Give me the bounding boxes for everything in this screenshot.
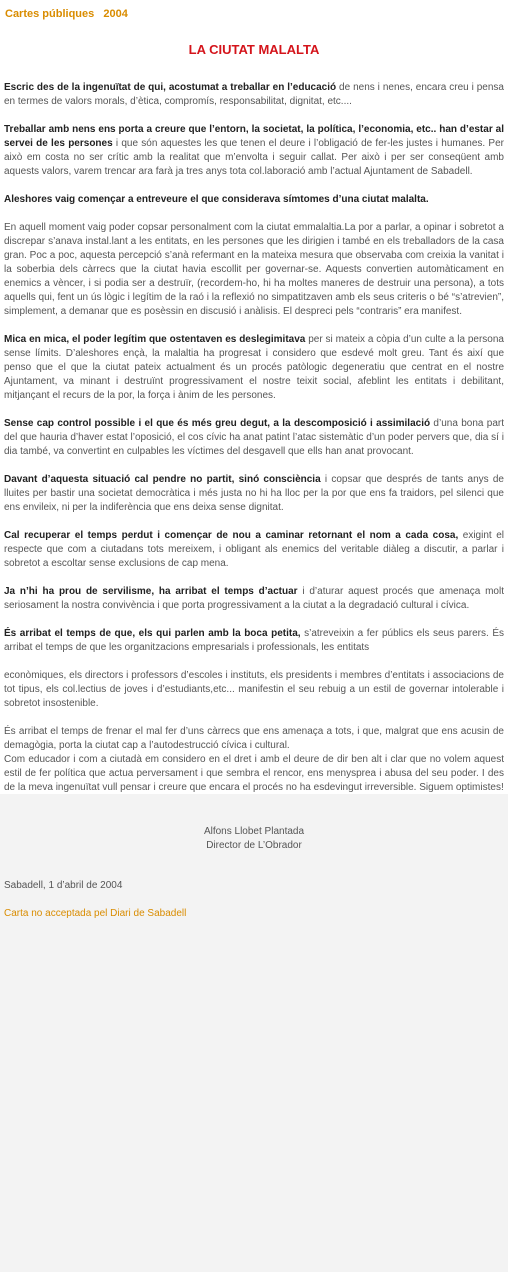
section-header (5, 7, 504, 21)
signature-name: Alfons Llobet Plantada (203, 826, 305, 837)
paragraph-9-lead: Ja n’hi ha prou de servilisme, ha arribat el temps d’actuar (4, 586, 298, 597)
paragraph-5-lead: Mica en mica, el poder legítim que ostentaven es deslegimitava (4, 334, 306, 345)
article-title: LA CIUTAT MALALTA (188, 42, 320, 57)
paragraph-3 (4, 193, 504, 207)
paragraph-7 (4, 473, 504, 515)
signature (4, 825, 504, 853)
paragraph-12-text: És arribat el temps de frenar el mal fer d’uns càrrecs que ens amenaça a tots, i que, malgrat que ens acusin de demagògia, porta la ciutat cap a l’autodestrucció cívica i cultural. (4, 726, 504, 751)
paragraph-10-text: s’atreveixin a fer públics els seus parers. És arribat el temps de que les organitzacions empresarials i professionals, les entitats (4, 628, 505, 653)
paragraph-1-lead: Escric des de la ingenuïtat de qui, acostumat a treballar en l’educació (4, 82, 337, 93)
paragraph-7-text: i copsar que després de tants anys de lluites per bastir una societat democràtica i més justa no hi ha lloc per la por que ens fa traidors, pel silenci que ens envileix, ni per la indiferència que ens deixa sense dignitat. (4, 474, 504, 513)
paragraph-7-lead: Davant d’aquesta situació cal pendre no partit, sinó consciència (4, 474, 321, 485)
section-name: Cartes públiques (5, 8, 95, 20)
paragraph-12 (4, 725, 504, 753)
article (0, 7, 508, 921)
paragraph-5-text: per si mateix a còpia d’un culte a la persona sense límits. D’aleshores ençà, la malaltia ha progresat i considero que esdevé molt greu. Tant és així que penso que el que la ciutat pateix actualment és un procés patòlogic degeneratiu que centrat en el nostre Ajuntament, va minant i destruïnt progressivament el nostre teixit social, afeblint les entitats i debilitant, mitjançant el recurs de la por, la força i ànim de les persones. (4, 334, 504, 401)
paragraph-8-text: exigint el respecte que com a ciutadans tots mereixem, i obligant als enemics del veritable diàleg a discutir, a parlar i sobretot a escoltar sense exclusions de cap mena. (4, 530, 504, 569)
paragraph-10 (4, 627, 504, 655)
section-year: 2004 (103, 8, 128, 20)
paragraph-6 (4, 417, 504, 459)
paragraph-9-text: i d’aturar aquest procés que amenaça molt seriosament la nostra convivència i que porta progressivament a la ciutat a la degradació cultural i cívica. (4, 586, 504, 611)
paragraph-2-lead: Treballar amb nens ens porta a creure que l’entorn, la societat, la política, l’economia, etc.. han d’estar al servei de les persones (4, 124, 504, 149)
publication-note: Carta no acceptada pel Diari de Sabadell (4, 908, 187, 919)
paragraph-2 (4, 123, 504, 179)
signature-role: Director de L’Obrador (206, 840, 302, 851)
paragraph-11 (4, 669, 504, 711)
paragraph-1 (4, 81, 504, 109)
paragraph-13-text: Com educador i com a ciutadà em considero en el dret i amb el deure de dir ben alt i clar que no volem aquest estil de fer política que actua perversament i que sembra el rencor, ens menysprea i abusa del seu poder. I des de la meva ingenuïtat vull pensar i creure que encara el procés no ha esdevingut irreversible. Siguem optimistes! (4, 754, 504, 793)
paragraph-11-text: econòmiques, els directors i professors d’escoles i instituts, els presidents i membres d’entitats i associacions de tot tipus, els col.lectius de joves i d’estudiants,etc... manifestin el seu rebuig a un estil de governar intolerable i sobretot insostenible. (4, 670, 504, 709)
paragraph-8 (4, 529, 504, 571)
place-date: Sabadell, 1 d’abril de 2004 (4, 880, 123, 891)
paragraph-9 (4, 585, 504, 613)
paragraph-8-lead: Cal recuperar el temps perdut i començar de nou a caminar retornant el nom a cada cosa, (4, 530, 459, 541)
paragraph-5 (4, 333, 504, 403)
paragraph-2-text: i que són aquestes les que tenen el deure i l’obligació de fer-les justes i humanes. Per això em costa no ser crític amb la realitat que m’envolta i seguir callat. Per això i per ser conseqüent amb aquests valors, varem trencar ara farà ja tres anys tota col.laboració amb l’actual Ajuntament de Sabadell. (4, 138, 504, 177)
paragraph-13 (4, 753, 504, 795)
paragraph-1-text: de nens i nenes, encara creu i pensa en termes de valors morals, d’ètica, compromís, responsabilitat, dignitat, etc.... (4, 82, 504, 107)
paragraph-6-text: d’una bona part del que hauria d’haver estat l’oposició, el cos cívic ha anat patint l’atac sistemàtic d’un poder pervers que, dia sí i dia també, va convertint en culpables les víctimes del desgavell que ells han anat provocant. (4, 418, 505, 457)
paragraph-4 (4, 221, 504, 319)
paragraph-4-text: En aquell moment vaig poder copsar personalment com la ciutat emmalaltia.La por a parlar, a opinar i sobretot a discrepar s’anava instal.lant a les entitats, en les persones que les dirigien i també en els treballadors de la casa gran. Poc a poc, aquesta percepció s’anà refermant en la mateixa mesura que observaba com creixia la vanitat i la soberbia dels càrrecs que la ciutat havia escollit per governar-se. Aquests convertien automàticament en enemics a vèncer, i si podia ser a destruïr, (recordem-ho, hi ha moltes maneres de destruir una persona), a tots aquells qui, fent un ús lògic i legítim de la raó i la reflexió no simpatitzaven amb els seus criteris o bé “s’atrevien”, simplement, a demanar que es posèssin en discusió i anàlisis. El despreci pels “contraris” era manifest. (4, 222, 504, 317)
paragraph-10-lead: És arribat el temps de que, els qui parlen amb la boca petita, (4, 628, 301, 639)
paragraph-3-lead: Aleshores vaig començar a entreveure el que considerava símtomes d’una ciutat malalta. (4, 194, 429, 205)
paragraph-6-lead: Sense cap control possible i el que és més greu degut, a la descomposició i assimilació (4, 418, 431, 429)
